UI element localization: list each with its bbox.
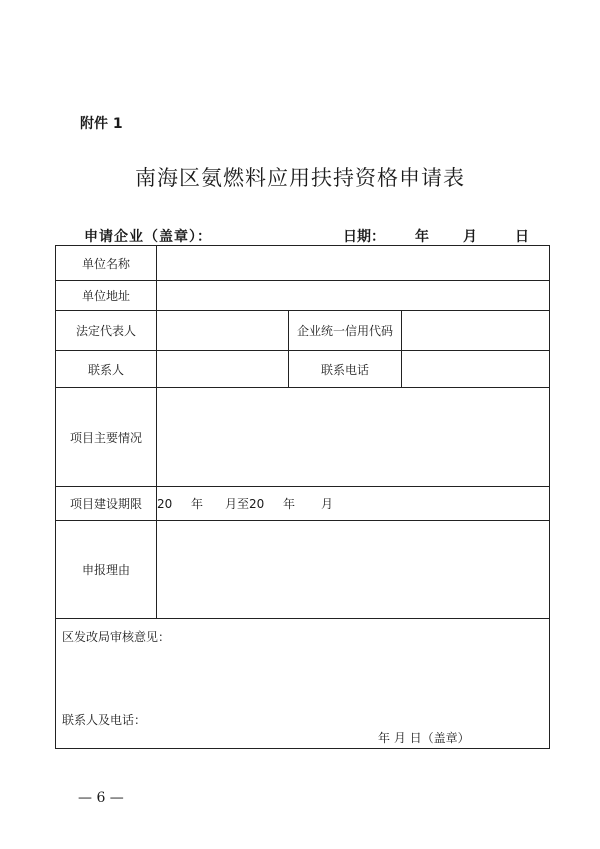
row-unit-address	[56, 281, 550, 311]
unit-address-field[interactable]	[157, 281, 550, 311]
contact-phone-field[interactable]	[402, 351, 550, 388]
date-label: 日期：	[343, 229, 385, 245]
period-prefix: 20	[157, 497, 173, 511]
contact-field[interactable]	[157, 351, 289, 388]
row-review-opinion	[56, 619, 550, 749]
row-project-period	[56, 487, 550, 521]
unit-name-label: 单位名称	[56, 246, 157, 281]
unit-address-label: 单位地址	[56, 281, 157, 311]
page-title: 南海区氨燃料应用扶持资格申请表	[135, 166, 465, 190]
row-unit-name	[56, 246, 550, 281]
contact-label: 联系人	[56, 351, 157, 388]
page-number: — 6 —	[78, 790, 124, 806]
credit-code-field[interactable]	[402, 311, 550, 351]
date-year: 年	[415, 229, 429, 245]
review-contact-label: 联系人及电话：	[62, 713, 147, 727]
project-period-field[interactable]	[157, 487, 550, 521]
review-opinion-cell[interactable]	[56, 619, 550, 749]
review-opinion-title: 区发改局审核意见：	[62, 630, 171, 644]
legal-rep-field[interactable]	[157, 311, 289, 351]
unit-name-field[interactable]	[157, 246, 550, 281]
credit-code-label: 企业统一信用代码	[289, 311, 402, 351]
row-apply-reason	[56, 521, 550, 619]
application-form-table	[55, 245, 550, 749]
apply-reason-field[interactable]	[157, 521, 550, 619]
date-day: 日	[515, 229, 529, 245]
review-sign-date: 年 月 日（盖章）	[378, 731, 470, 745]
period-month-to: 月至20	[225, 497, 265, 511]
period-year2: 年	[283, 497, 296, 511]
date-month: 月	[463, 229, 477, 245]
project-status-label: 项目主要情况	[56, 388, 157, 487]
period-month2: 月	[321, 497, 334, 511]
row-project-status	[56, 388, 550, 487]
row-contact	[56, 351, 550, 388]
attachment-label: 附件 1	[80, 116, 123, 132]
apply-reason-label: 申报理由	[56, 521, 157, 619]
applicant-label: 申请企业（盖章）：	[84, 229, 212, 245]
project-status-field[interactable]	[157, 388, 550, 487]
row-legal-rep	[56, 311, 550, 351]
project-period-label: 项目建设期限	[56, 487, 157, 521]
legal-rep-label: 法定代表人	[56, 311, 157, 351]
contact-phone-label: 联系电话	[289, 351, 402, 388]
period-year1: 年	[191, 497, 204, 511]
